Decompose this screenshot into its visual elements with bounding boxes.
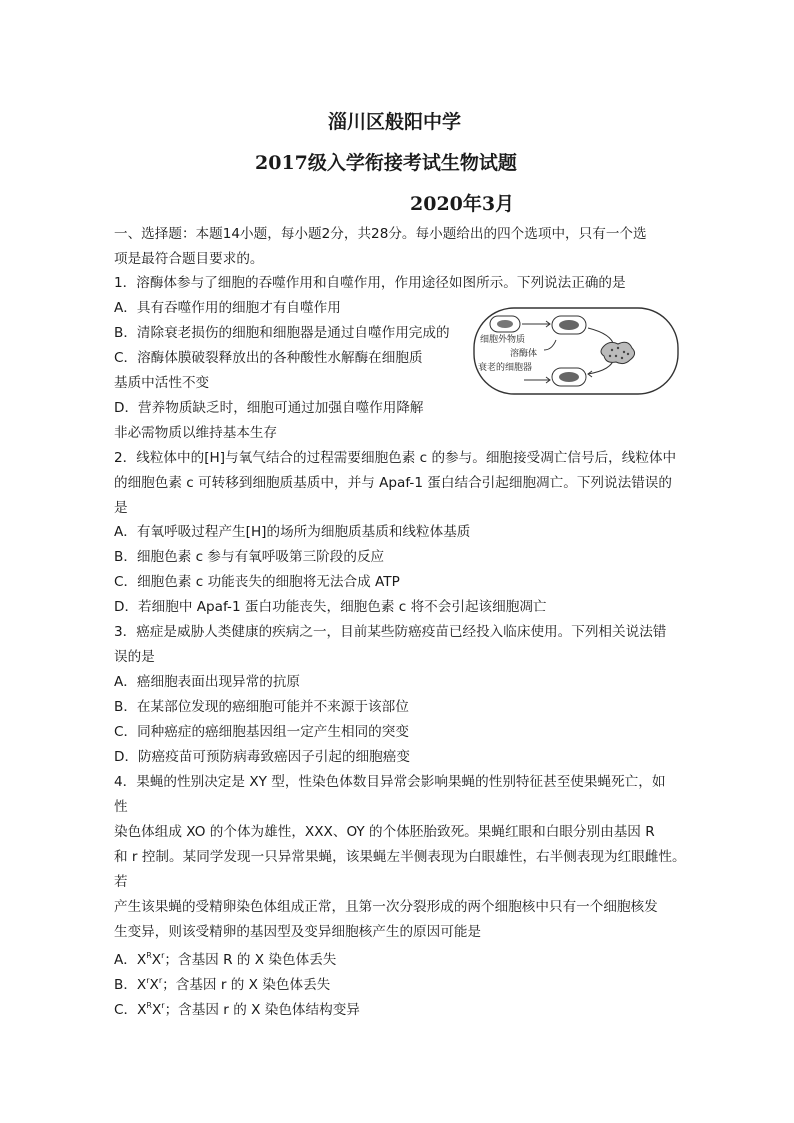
q2-option-b: B．细胞色素 c 参与有氧呼吸第三阶段的反应 — [114, 549, 385, 565]
label-lysosome: 溶酶体 — [510, 349, 538, 359]
q1-option-d-line-2: 非必需物质以维持基本生存 — [114, 425, 278, 441]
q4-a-suffix: ；含基因 R 的 X 染色体丢失 — [164, 952, 337, 968]
section-intro-line-1: 一、选择题：本题14小题，每小题2分，共28分。每小题给出的四个选项中，只有一个选 — [114, 226, 647, 242]
q3-option-a: A．癌细胞表面出现异常的抗原 — [114, 674, 301, 690]
q4-c-suffix: ；含基因 r 的 X 染色体结构变异 — [164, 1002, 360, 1018]
exam-date: 2020年3月 — [410, 193, 515, 215]
q2-stem-line-1: 2．线粒体中的[H]与氧气结合的过程需要细胞色素 c 的参与。细胞接受凋亡信号后，线粒体中 — [114, 450, 677, 466]
q1-option-c-line-2: 基质中活性不变 — [114, 375, 210, 391]
autophagy-diagram — [472, 306, 680, 396]
lysosome-arrow — [544, 340, 556, 350]
q4-b-sup1: r — [146, 976, 150, 985]
q2-option-c: C．细胞色素 c 功能丧失的细胞将无法合成 ATP — [114, 574, 400, 590]
q4-stem-line-7: 生变异，则该受精卵的基因型及变异细胞核产生的原因可能是 — [114, 924, 482, 940]
q4-option-b — [114, 971, 330, 995]
q1-option-b: B．清除衰老损伤的细胞和细胞器是通过自噬作用完成的 — [114, 325, 450, 341]
q4-c-mid: X — [151, 1002, 162, 1018]
label-aging-organelle: 衰老的细胞器 — [478, 363, 533, 373]
q2-stem-line-3: 是 — [114, 500, 128, 516]
q4-stem-line-6: 产生该果蝇的受精卵染色体组成正常，且第一次分裂形成的两个细胞核中只有一个细胞核发 — [114, 899, 658, 915]
q4-stem-line-5: 若 — [114, 874, 128, 890]
engulfed-material — [497, 320, 513, 328]
q1-option-c-line-1: C．溶酶体膜破裂释放出的各种酸性水解酶在细胞质 — [114, 350, 423, 366]
q4-c-sup1: R — [146, 1001, 152, 1010]
autophagosome-content — [559, 372, 579, 382]
q2-stem-line-2: 的细胞色素 c 可转移到细胞质基质中，并与 Apaf-1 蛋白结合引起细胞凋亡。下列说法错误的 — [114, 475, 672, 491]
q4-option-a — [114, 946, 336, 970]
lysosome-top-content — [559, 320, 579, 330]
q2-option-d: D．若细胞中 Apaf-1 蛋白功能丧失，细胞色素 c 将不会引起该细胞凋亡 — [114, 599, 547, 615]
q4-a-sup2: r — [161, 951, 165, 960]
q4-c-sup2: r — [161, 1001, 165, 1010]
q4-b-suffix: ；含基因 r 的 X 染色体丢失 — [162, 977, 331, 993]
q3-stem-line-2: 误的是 — [114, 649, 155, 665]
q4-option-c — [114, 996, 360, 1020]
q4-a-sup1: R — [146, 951, 152, 960]
q1-stem: 1．溶酶体参与了细胞的吞噬作用和自噬作用，作用途径如图所示。下列说法正确的是 — [114, 275, 626, 291]
label-outside-material: 细胞外物质 — [480, 335, 526, 345]
q4-stem-line-3: 染色体组成 XO 的个体为雄性，XXX、OY 的个体胚胎致死。果蝇红眼和白眼分别由基因 R — [114, 824, 655, 840]
q4-stem-line-4: 和 r 控制。某同学发现一只异常果蝇，该果蝇左半侧表现为白眼雄性，右半侧表现为红眼雌性。 — [114, 849, 686, 865]
q4-b-prefix: B．X — [114, 977, 147, 993]
q4-b-sup2: r — [158, 976, 163, 985]
q1-option-d-line-1: D．营养物质缺乏时，细胞可通过加强自噬作用降解 — [114, 400, 424, 416]
q4-c-prefix: C．X — [114, 1002, 147, 1018]
q2-option-a: A．有氧呼吸过程产生[H]的场所为细胞质基质和线粒体基质 — [114, 524, 471, 540]
q4-a-mid: X — [151, 952, 162, 968]
residual-body — [601, 342, 635, 363]
q4-a-prefix: A．X — [114, 952, 147, 968]
q4-stem-line-1: 4．果蝇的性别决定是 XY 型，性染色体数目异常会影响果蝇的性别特征甚至使果蝇死亡，如 — [114, 774, 666, 790]
q3-option-c: C．同种癌症的癌细胞基因组一定产生相同的突变 — [114, 724, 409, 740]
section-intro-line-2: 项是最符合题目要求的。 — [114, 251, 264, 267]
q4-b-mid: X — [149, 977, 159, 993]
q1-option-a: A．具有吞噬作用的细胞才有自噬作用 — [114, 300, 341, 316]
exam-title: 2017级入学衔接考试生物试题 — [255, 152, 517, 174]
q4-stem-line-2: 性 — [114, 799, 128, 815]
q3-option-d: D．防癌疫苗可预防病毒致癌因子引起的细胞癌变 — [114, 749, 410, 765]
q3-option-b: B．在某部位发现的癌细胞可能并不来源于该部位 — [114, 699, 409, 715]
school-title: 淄川区般阳中学 — [328, 111, 462, 133]
q3-stem-line-1: 3．癌症是威胁人类健康的疾病之一，目前某些防癌疫苗已经投入临床使用。下列相关说法错 — [114, 624, 667, 640]
